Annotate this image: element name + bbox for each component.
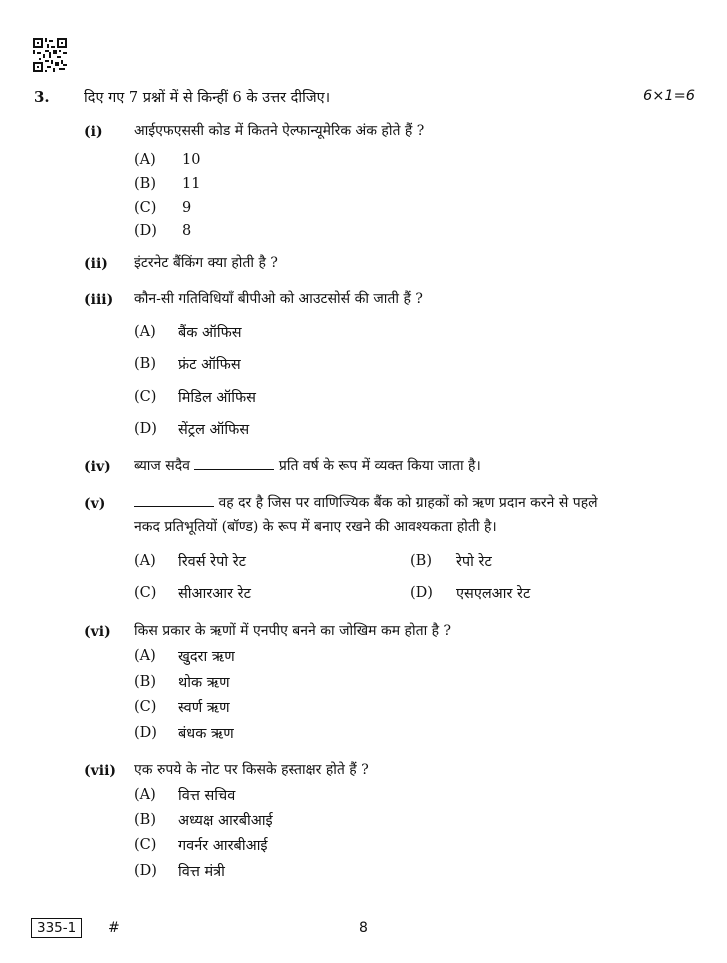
footer-hash: # [108, 920, 120, 936]
item-vii-text: एक रुपये के नोट पर किसके हस्ताक्षर होते हैं ? [134, 762, 369, 778]
item-iv-sentence [134, 454, 674, 478]
item-vii-option-label: (B) [134, 812, 156, 828]
item-vi-option-text: बंधक ऋण [178, 726, 234, 742]
item-ii-label: (ii) [84, 256, 108, 272]
page-number: 8 [359, 920, 368, 936]
item-iii-option-text: मिडिल ऑफिस [178, 390, 256, 406]
item-iii-option-label: (B) [134, 356, 156, 372]
qr-code-icon [33, 38, 67, 72]
item-v-label: (v) [84, 496, 106, 512]
item-i-option-text: 8 [182, 223, 192, 239]
item-v-line1 [134, 491, 674, 515]
item-vi-label: (vi) [84, 624, 111, 640]
item-vii-option-text: अध्यक्ष आरबीआई [178, 813, 273, 829]
item-v-option-label: (A) [134, 553, 156, 569]
item-vi-option-text: स्वर्ण ऋण [178, 700, 230, 716]
item-iii-option-label: (A) [134, 324, 156, 340]
item-vii-option-label: (C) [134, 837, 157, 853]
item-iii-option-text: बैंक ऑफिस [178, 325, 242, 341]
item-i-option-label: (C) [134, 200, 157, 216]
item-v-option-text: रेपो रेट [456, 554, 492, 570]
item-vii-option-text: वित्त मंत्री [178, 864, 225, 880]
item-iii-option-text: सेंट्रल ऑफिस [178, 422, 250, 438]
item-vi-option-label: (A) [134, 648, 156, 664]
item-iv-text-after: प्रति वर्ष के रूप में व्यक्त किया जाता है। [278, 458, 481, 474]
item-iv-blank [194, 455, 274, 470]
item-vi-option-label: (B) [134, 674, 156, 690]
item-iv-text-before: ब्याज सदैव [134, 458, 190, 474]
item-v-option-text: सीआरआर रेट [178, 586, 251, 602]
question-instruction: दिए गए 7 प्रश्नों में से किन्हीं 6 के उत्तर दीजिए। [84, 90, 331, 106]
item-vii-label: (vii) [84, 763, 117, 779]
item-v-text-line1: वह दर है जिस पर वाणिज्यिक बैंक को ग्राहकों को ऋण प्रदान करने से पहले [218, 495, 598, 511]
item-vii-option-label: (A) [134, 787, 156, 803]
item-iii-option-label: (D) [134, 421, 157, 437]
item-iv-label: (iv) [84, 459, 111, 475]
item-vi-option-text: थोक ऋण [178, 675, 230, 691]
item-iii-option-label: (C) [134, 389, 157, 405]
item-vi-option-text: खुदरा ऋण [178, 649, 235, 665]
question-number: 3. [34, 88, 50, 106]
item-vi-option-label: (D) [134, 725, 157, 741]
item-i-option-label: (A) [134, 152, 156, 168]
item-i-option-text: 9 [182, 200, 192, 216]
item-v-option-label: (B) [410, 553, 432, 569]
item-i-option-label: (B) [134, 176, 156, 192]
item-v-option-label: (C) [134, 585, 157, 601]
item-vii-option-label: (D) [134, 863, 157, 879]
paper-code: 335-1 [31, 918, 82, 938]
item-i-label: (i) [84, 124, 103, 140]
item-v-option-text: एसएलआर रेट [456, 586, 531, 602]
item-iii-option-text: फ्रंट ऑफिस [178, 357, 241, 373]
item-v-blank [134, 492, 214, 507]
item-vii-option-text: गवर्नर आरबीआई [178, 838, 268, 854]
item-v-option-text: रिवर्स रेपो रेट [178, 554, 246, 570]
question-marks: 6×1=6 [643, 88, 695, 104]
item-i-option-label: (D) [134, 223, 157, 239]
item-v-option-label: (D) [410, 585, 433, 601]
item-vi-option-label: (C) [134, 699, 157, 715]
item-ii-text: इंटरनेट बैंकिंग क्या होती है ? [134, 255, 278, 271]
item-iii-text: कौन-सी गतिविधियाँ बीपीओ को आउटसोर्स की जाती हैं ? [134, 291, 423, 307]
item-vi-text: किस प्रकार के ऋणों में एनपीए बनने का जोखिम कम होता है ? [134, 623, 452, 639]
item-i-text: आईएफएससी कोड में कितने ऐल्फान्यूमेरिक अंक होते हैं ? [134, 123, 425, 139]
item-i-option-text: 11 [182, 176, 201, 192]
item-i-option-text: 10 [182, 152, 201, 168]
item-v-text-line2: नकद प्रतिभूतियों (बॉण्ड) के रूप में बनाए रखने की आवश्यकता होती है। [134, 519, 497, 535]
item-iii-label: (iii) [84, 292, 114, 308]
item-vii-option-text: वित्त सचिव [178, 788, 236, 804]
